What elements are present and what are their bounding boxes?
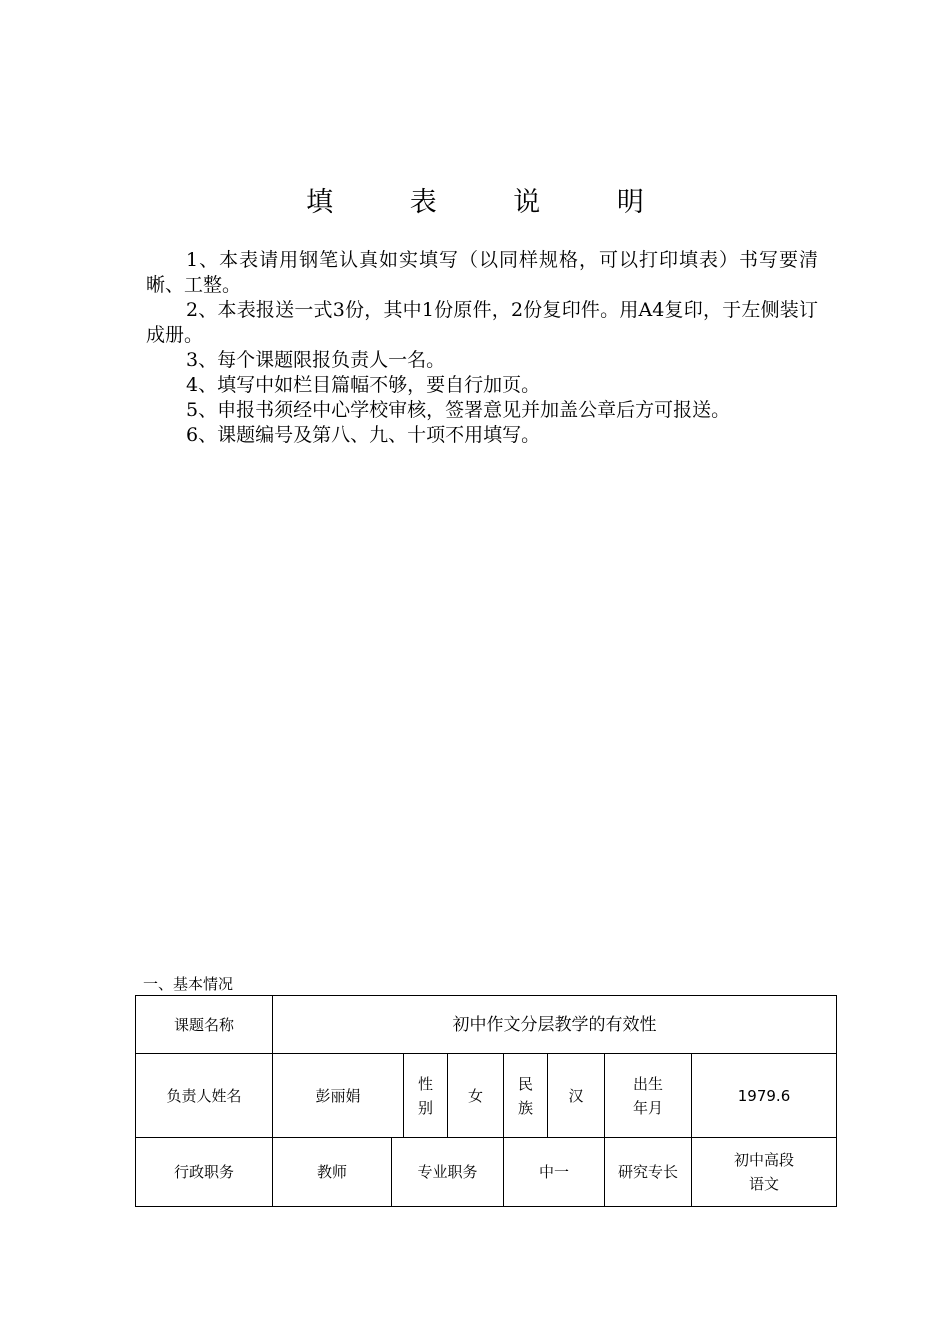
research-value-line: 语文 xyxy=(748,1175,779,1193)
research-label: 研究专长 xyxy=(605,1138,692,1207)
instruction-item: 2、本表报送一式3份，其中1份原件，2份复印件。用A4复印，于左侧装订成册。 xyxy=(146,299,818,346)
topic-value: 初中作文分层教学的有效性 xyxy=(273,996,837,1054)
admin-value: 教师 xyxy=(273,1138,392,1207)
instruction-item: 1、本表请用钢笔认真如实填写（以同样规格，可以打印填表）书写要清晰、工整。 xyxy=(146,249,818,296)
instruction-item: 3、每个课题限报负责人一名。 xyxy=(186,349,446,371)
admin-label: 行政职务 xyxy=(136,1138,273,1207)
birth-value: 1979.6 xyxy=(692,1054,837,1138)
research-value xyxy=(692,1138,837,1207)
prof-value: 中一 xyxy=(504,1138,605,1207)
leader-label: 负责人姓名 xyxy=(136,1054,273,1138)
section-label: 一、基本情况 xyxy=(143,975,234,993)
research-value-line: 初中高段 xyxy=(733,1151,794,1169)
ethnicity-value: 汉 xyxy=(548,1054,605,1138)
topic-label: 课题名称 xyxy=(136,996,273,1054)
leader-value: 彭丽娟 xyxy=(273,1054,404,1138)
ethnicity-label xyxy=(504,1054,548,1138)
gender-value: 女 xyxy=(448,1054,504,1138)
title-char: 说 xyxy=(513,187,541,218)
ethnicity-label-line: 族 xyxy=(517,1098,533,1117)
instructions-list xyxy=(146,248,818,448)
instruction-item: 4、填写中如栏目篇幅不够，要自行加页。 xyxy=(186,374,541,396)
instruction-item: 5、申报书须经中心学校审核，签署意见并加盖公章后方可报送。 xyxy=(186,399,731,421)
prof-label: 专业职务 xyxy=(392,1138,504,1207)
instruction-item: 6、课题编号及第八、九、十项不用填写。 xyxy=(186,424,541,446)
gender-label-line: 别 xyxy=(417,1098,433,1117)
title-char: 表 xyxy=(409,187,437,218)
birth-label xyxy=(605,1054,692,1138)
gender-label-line: 性 xyxy=(417,1074,433,1093)
birth-label-line: 出生 xyxy=(632,1074,663,1093)
ethnicity-label-line: 民 xyxy=(517,1074,533,1093)
basic-info-table xyxy=(135,995,837,1207)
birth-label-line: 年月 xyxy=(632,1098,663,1117)
page-title xyxy=(0,180,950,219)
gender-label xyxy=(404,1054,448,1138)
title-char: 明 xyxy=(616,187,644,218)
title-char: 填 xyxy=(306,187,334,218)
